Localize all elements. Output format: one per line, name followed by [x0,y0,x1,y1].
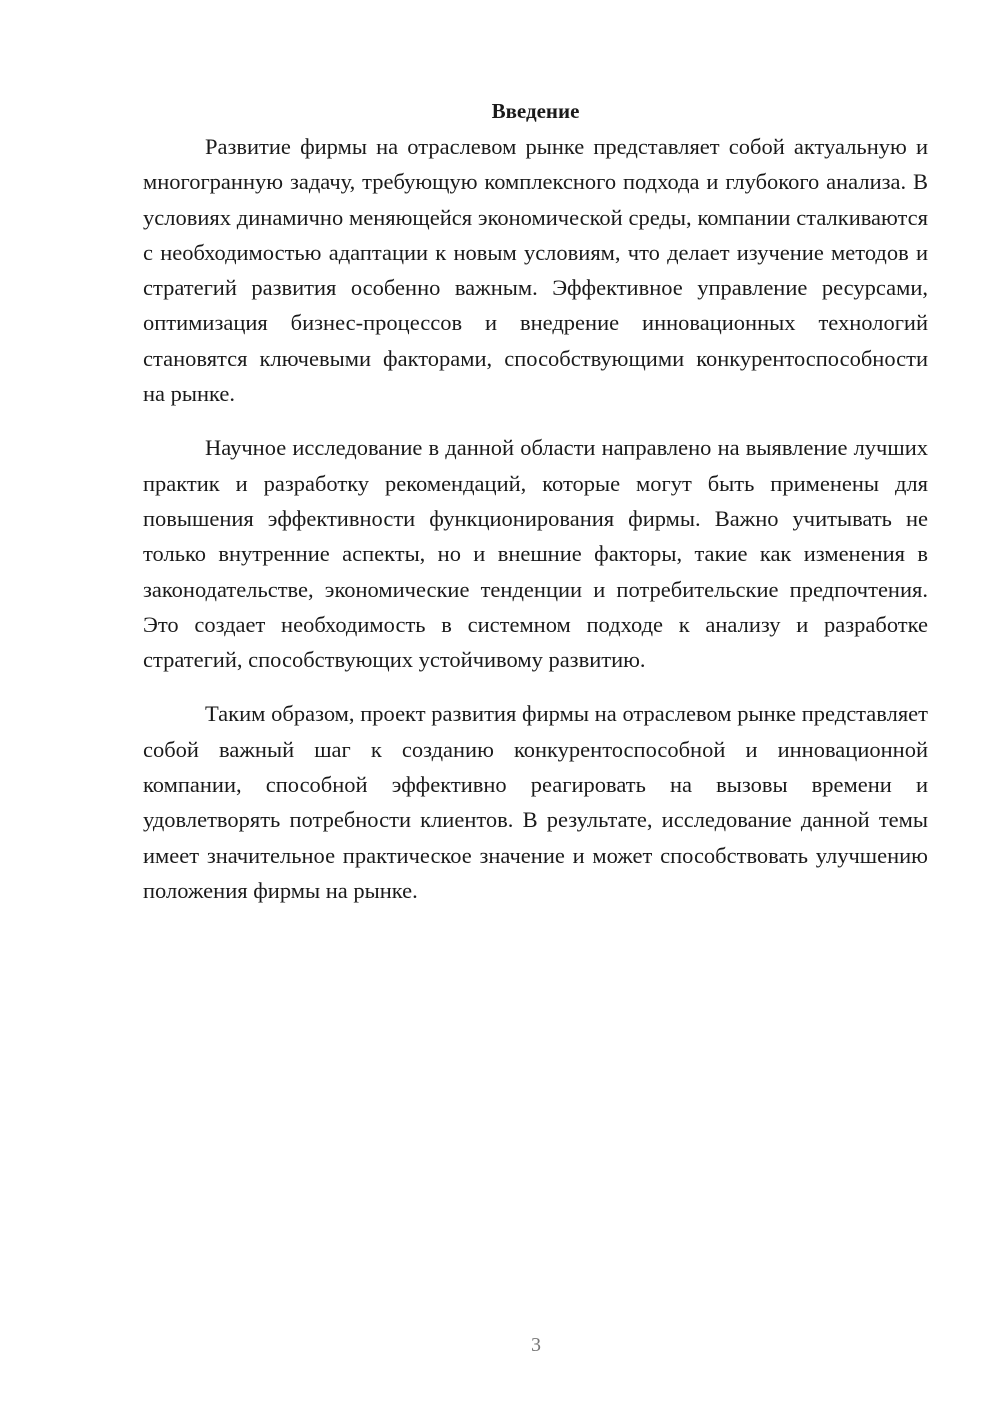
document-page [143,96,928,927]
section-heading: Введение [491,99,580,123]
page-number: 3 [531,1334,541,1356]
paragraph-intro: Развитие фирмы на отраслевом рынке представляет собой актуальную и многогранную задачу, требующую комплексного подхода и глубокого анализа. В условиях динамично меняющейся экономической среды, компании сталкиваются с необходимостью адаптации к новым условиям, что делает изучение методов и стратегий развития особенно важным. Эффективное управление ресурсами, оптимизация бизнес-процессов и внедрение инновационных технологий становятся ключевыми факторами, способствующими конкурентоспособности на рынке. [143,134,928,407]
paragraph-conclusion: Таким образом, проект развития фирмы на отраслевом рынке представляет собой важный шаг к созданию конкурентоспособной и инновационной компании, способной эффективно реагировать на вызовы времени и удовлетворять потребности клиентов. В результате, исследование данной темы имеет значительное практическое значение и может способствовать улучшению положения фирмы на рынке. [143,701,928,903]
paragraph-research: Научное исследование в данной области направлено на выявление лучших практик и разработку рекомендаций, которые могут быть применены для повышения эффективности функционирования фирмы. Важно учитывать не только внутренние аспекты, но и внешние факторы, такие как изменения в законодательстве, экономические тенденции и потребительские предпочтения. Это создает необходимость в системном подходе к анализу и разработке стратегий, способствующих устойчивому развитию. [143,435,928,673]
